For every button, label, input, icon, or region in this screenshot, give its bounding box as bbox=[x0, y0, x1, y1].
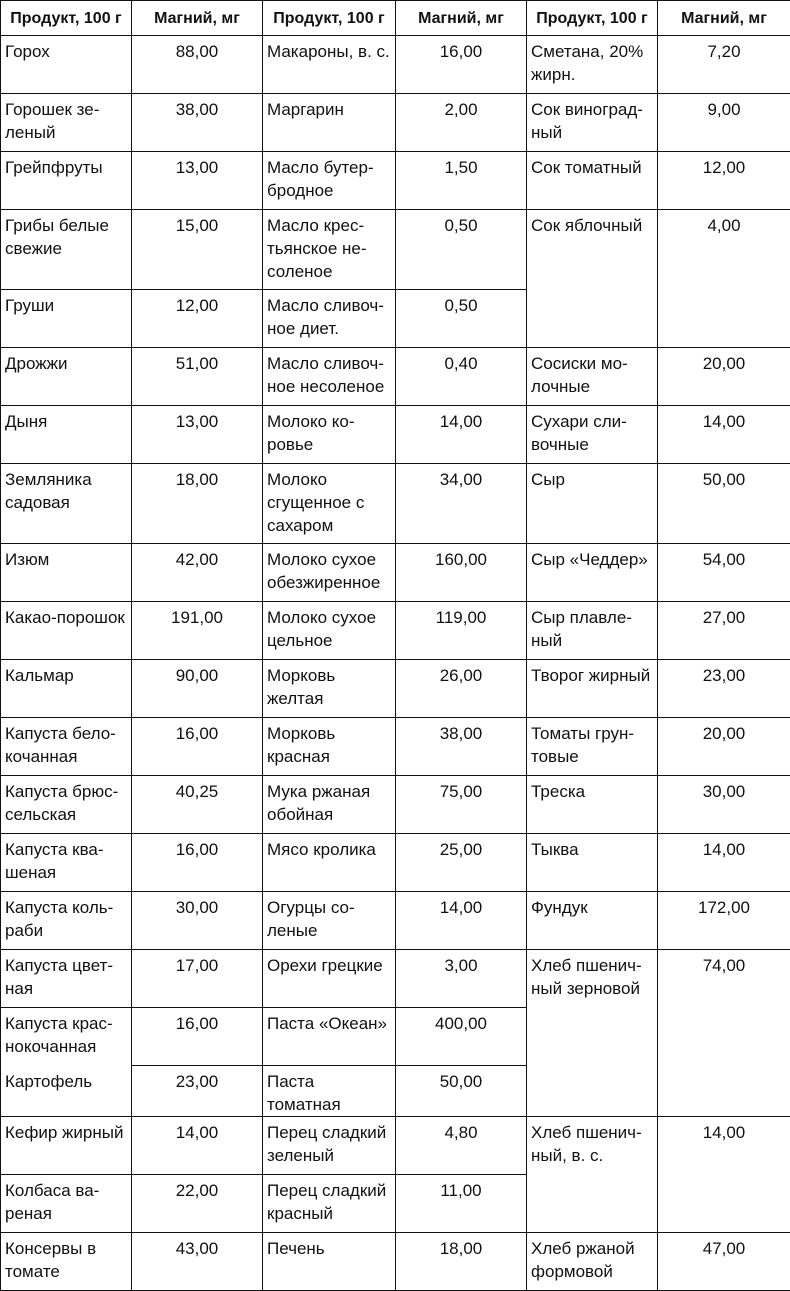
magnesium-value: 74,00 bbox=[658, 950, 790, 1117]
magnesium-value: 30,00 bbox=[132, 892, 263, 950]
table-row bbox=[1, 718, 790, 776]
product-name: Сыр bbox=[527, 464, 658, 544]
magnesium-value: 0,40 bbox=[396, 348, 527, 406]
magnesium-value: 119,00 bbox=[396, 602, 527, 660]
magnesium-value: 4,00 bbox=[658, 210, 790, 348]
product-name: Изюм bbox=[1, 544, 132, 602]
magnesium-value: 13,00 bbox=[132, 152, 263, 210]
product-name: Масло сливоч- ное диет. bbox=[263, 290, 396, 348]
product-name: Паста «Океан» bbox=[263, 1008, 396, 1066]
magnesium-value: 51,00 bbox=[132, 348, 263, 406]
magnesium-value: 20,00 bbox=[658, 718, 790, 776]
product-name: Капуста коль- раби bbox=[1, 892, 132, 950]
product-name: Какао-порошок bbox=[1, 602, 132, 660]
magnesium-value: 15,00 bbox=[132, 210, 263, 290]
table-row bbox=[1, 1233, 790, 1291]
magnesium-value: 16,00 bbox=[132, 718, 263, 776]
product-name: Масло сливоч- ное несоленое bbox=[263, 348, 396, 406]
product-name: Молоко ко- ровье bbox=[263, 406, 396, 464]
product-name: Хлеб ржаной формовой bbox=[527, 1233, 658, 1291]
product-name: Молоко сухое цельное bbox=[263, 602, 396, 660]
magnesium-value: 18,00 bbox=[396, 1233, 527, 1291]
product-name: Мясо кролика bbox=[263, 834, 396, 892]
table-row bbox=[1, 152, 790, 210]
product-name: Консервы в томате bbox=[1, 1233, 132, 1291]
magnesium-value: 40,25 bbox=[132, 776, 263, 834]
product-name: Макароны, в. с. bbox=[263, 36, 396, 94]
magnesium-value: 172,00 bbox=[658, 892, 790, 950]
magnesium-value: 12,00 bbox=[132, 290, 263, 348]
magnesium-value: 191,00 bbox=[132, 602, 263, 660]
product-name: Масло крес- тьянское не- соленое bbox=[263, 210, 396, 290]
header-magnesium: Магний, мг bbox=[396, 1, 527, 36]
product-name: Масло бутер- бродное bbox=[263, 152, 396, 210]
magnesium-value: 26,00 bbox=[396, 660, 527, 718]
header-product: Продукт, 100 г bbox=[263, 1, 396, 36]
product-name: Морковь красная bbox=[263, 718, 396, 776]
product-name: Сок виноград- ный bbox=[527, 94, 658, 152]
magnesium-value: 7,20 bbox=[658, 36, 790, 94]
magnesium-value: 160,00 bbox=[396, 544, 527, 602]
magnesium-value: 20,00 bbox=[658, 348, 790, 406]
product-name: Сухари сли- вочные bbox=[527, 406, 658, 464]
magnesium-value: 14,00 bbox=[658, 406, 790, 464]
product-name: Хлеб пшенич- ный зерновой bbox=[527, 950, 658, 1117]
product-name: Картофель bbox=[1, 1066, 132, 1117]
magnesium-value: 75,00 bbox=[396, 776, 527, 834]
table-row bbox=[1, 776, 790, 834]
header-product: Продукт, 100 г bbox=[527, 1, 658, 36]
table-row bbox=[1, 1117, 790, 1175]
table-row bbox=[1, 36, 790, 94]
magnesium-value: 22,00 bbox=[132, 1175, 263, 1233]
header-magnesium: Магний, мг bbox=[658, 1, 790, 36]
magnesium-value: 25,00 bbox=[396, 834, 527, 892]
table-body bbox=[1, 36, 790, 1291]
magnesium-value: 90,00 bbox=[132, 660, 263, 718]
magnesium-value: 42,00 bbox=[132, 544, 263, 602]
magnesium-value: 1,50 bbox=[396, 152, 527, 210]
magnesium-value: 30,00 bbox=[658, 776, 790, 834]
product-name: Земляника садовая bbox=[1, 464, 132, 544]
product-name: Молоко сухое обезжиренное bbox=[263, 544, 396, 602]
header-magnesium: Магний, мг bbox=[132, 1, 263, 36]
product-name: Грейпфруты bbox=[1, 152, 132, 210]
magnesium-value: 38,00 bbox=[396, 718, 527, 776]
product-name: Морковь желтая bbox=[263, 660, 396, 718]
magnesium-value: 18,00 bbox=[132, 464, 263, 544]
product-name: Груши bbox=[1, 290, 132, 348]
product-name: Сыр плавле- ный bbox=[527, 602, 658, 660]
table-row bbox=[1, 348, 790, 406]
product-name: Горох bbox=[1, 36, 132, 94]
product-name: Капуста крас- нокочанная bbox=[1, 1008, 132, 1066]
magnesium-value: 13,00 bbox=[132, 406, 263, 464]
magnesium-value: 47,00 bbox=[658, 1233, 790, 1291]
table-row bbox=[1, 406, 790, 464]
product-name: Маргарин bbox=[263, 94, 396, 152]
product-name: Сок томатный bbox=[527, 152, 658, 210]
magnesium-value: 17,00 bbox=[132, 950, 263, 1008]
magnesium-value: 27,00 bbox=[658, 602, 790, 660]
table-row bbox=[1, 94, 790, 152]
magnesium-value: 14,00 bbox=[658, 1117, 790, 1233]
product-name: Сметана, 20% жирн. bbox=[527, 36, 658, 94]
table-row bbox=[1, 892, 790, 950]
product-name: Орехи грецкие bbox=[263, 950, 396, 1008]
product-name: Кефир жирный bbox=[1, 1117, 132, 1175]
magnesium-value: 0,50 bbox=[396, 290, 527, 348]
product-name: Томаты грун- товые bbox=[527, 718, 658, 776]
product-name: Капуста бело- кочанная bbox=[1, 718, 132, 776]
magnesium-value: 16,00 bbox=[396, 36, 527, 94]
table-row bbox=[1, 544, 790, 602]
magnesium-value: 14,00 bbox=[132, 1117, 263, 1175]
magnesium-value: 0,50 bbox=[396, 210, 527, 290]
magnesium-value: 23,00 bbox=[658, 660, 790, 718]
product-name: Мука ржаная обойная bbox=[263, 776, 396, 834]
header-row bbox=[1, 1, 790, 36]
magnesium-value: 9,00 bbox=[658, 94, 790, 152]
product-name: Сок яблочный bbox=[527, 210, 658, 348]
magnesium-value: 2,00 bbox=[396, 94, 527, 152]
magnesium-value: 54,00 bbox=[658, 544, 790, 602]
product-name: Огурцы со- леные bbox=[263, 892, 396, 950]
magnesium-value: 23,00 bbox=[132, 1066, 263, 1117]
product-name: Грибы белые свежие bbox=[1, 210, 132, 290]
magnesium-value: 14,00 bbox=[396, 892, 527, 950]
product-name: Паста томатная bbox=[263, 1066, 396, 1117]
table-row bbox=[1, 210, 790, 290]
product-name: Горошек зе- леный bbox=[1, 94, 132, 152]
product-name: Сосиски мо- лочные bbox=[527, 348, 658, 406]
table-row bbox=[1, 602, 790, 660]
table-row bbox=[1, 834, 790, 892]
header-product: Продукт, 100 г bbox=[1, 1, 132, 36]
product-name: Треска bbox=[527, 776, 658, 834]
magnesium-value: 12,00 bbox=[658, 152, 790, 210]
product-name: Хлеб пшенич- ный, в. с. bbox=[527, 1117, 658, 1233]
magnesium-value: 50,00 bbox=[658, 464, 790, 544]
magnesium-value: 16,00 bbox=[132, 834, 263, 892]
product-name: Дыня bbox=[1, 406, 132, 464]
magnesium-value: 88,00 bbox=[132, 36, 263, 94]
magnesium-value: 38,00 bbox=[132, 94, 263, 152]
magnesium-value: 3,00 bbox=[396, 950, 527, 1008]
product-name: Перец сладкий красный bbox=[263, 1175, 396, 1233]
magnesium-value: 14,00 bbox=[396, 406, 527, 464]
product-name: Дрожжи bbox=[1, 348, 132, 406]
product-name: Перец сладкий зеленый bbox=[263, 1117, 396, 1175]
magnesium-value: 43,00 bbox=[132, 1233, 263, 1291]
product-name: Капуста брюс- сельская bbox=[1, 776, 132, 834]
product-name: Печень bbox=[263, 1233, 396, 1291]
magnesium-value: 400,00 bbox=[396, 1008, 527, 1066]
product-name: Колбаса ва- реная bbox=[1, 1175, 132, 1233]
magnesium-value: 14,00 bbox=[658, 834, 790, 892]
product-name: Капуста ква- шеная bbox=[1, 834, 132, 892]
magnesium-value: 16,00 bbox=[132, 1008, 263, 1066]
table-row bbox=[1, 660, 790, 718]
magnesium-value: 4,80 bbox=[396, 1117, 527, 1175]
product-name: Фундук bbox=[527, 892, 658, 950]
table-row bbox=[1, 464, 790, 544]
magnesium-value: 11,00 bbox=[396, 1175, 527, 1233]
product-name: Творог жирный bbox=[527, 660, 658, 718]
magnesium-value: 50,00 bbox=[396, 1066, 527, 1117]
product-name: Кальмар bbox=[1, 660, 132, 718]
product-name: Капуста цвет- ная bbox=[1, 950, 132, 1008]
product-name: Сыр «Чеддер» bbox=[527, 544, 658, 602]
product-name: Тыква bbox=[527, 834, 658, 892]
table-row bbox=[1, 950, 790, 1008]
magnesium-value: 34,00 bbox=[396, 464, 527, 544]
product-name: Молоко сгущенное с сахаром bbox=[263, 464, 396, 544]
